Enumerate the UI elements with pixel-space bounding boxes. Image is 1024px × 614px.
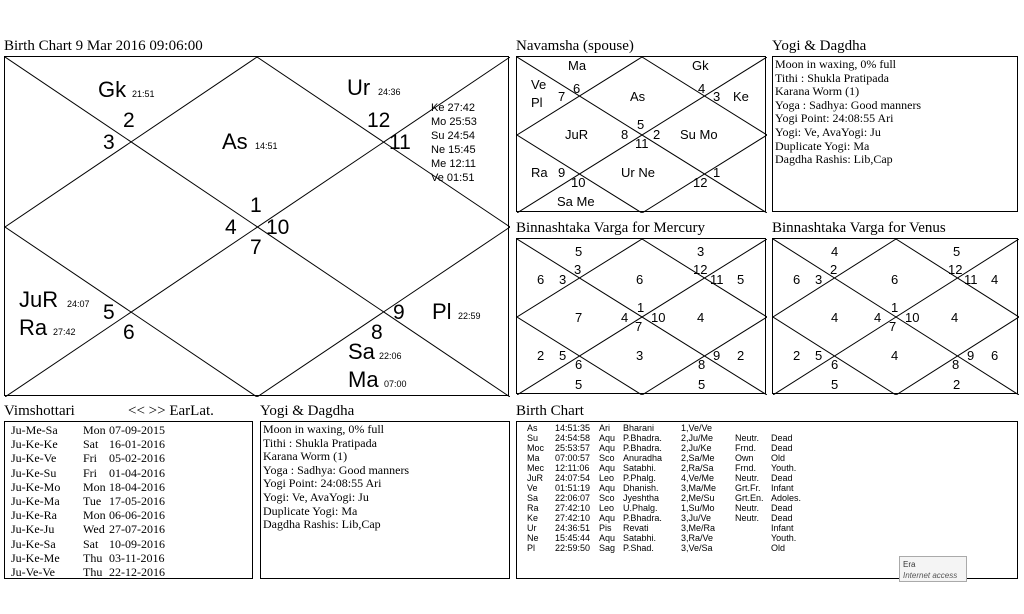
table-cell: Aqu [599, 513, 616, 523]
bin-value: 5 [737, 272, 745, 287]
dasha-day: Thu [83, 565, 103, 580]
table-cell: 14:51:35 [555, 423, 591, 433]
bin-mercury-title: Binnashtaka Varga for Mercury [516, 220, 705, 236]
bin-value: 4 [831, 244, 839, 259]
nav-house: 5 [637, 117, 645, 132]
dasha-date: 10-09-2016 [109, 536, 165, 551]
dasha-date: 06-06-2016 [109, 508, 165, 523]
house-number: 1 [250, 194, 262, 217]
bin-value: 7 [889, 319, 897, 334]
dasha-date: 16-01-2016 [109, 437, 165, 452]
nav-house: 11 [635, 136, 649, 151]
dasha-row[interactable] [11, 522, 252, 536]
yogi-top-panel [772, 56, 1018, 212]
table-cell: Leo [599, 473, 615, 483]
bin-value: 4 [697, 310, 705, 325]
table-row[interactable] [527, 513, 1017, 523]
table-cell: Dead [771, 433, 793, 443]
nav-planet: Ma [568, 58, 587, 73]
table-cell: 07:00:57 [555, 453, 591, 463]
bin-value: 3 [815, 272, 823, 287]
table-cell: Dead [771, 513, 793, 523]
dasha-row[interactable] [11, 494, 252, 508]
yogi-line: Tithi : Shukla Pratipada [263, 435, 377, 450]
bin-value: 4 [951, 310, 959, 325]
table-cell: 24:07:54 [555, 473, 591, 483]
bin-value: 3 [559, 272, 567, 287]
dasha-day: Sat [83, 536, 99, 551]
table-cell: P.Phalg. [623, 473, 656, 483]
table-cell: Leo [599, 503, 615, 513]
dasha-day: Mon [83, 423, 106, 437]
table-cell: Revati [623, 523, 649, 533]
dasha-day: Thu [83, 550, 103, 565]
bin-value: 4 [874, 310, 882, 325]
table-cell: Infant [771, 483, 794, 493]
navamsha-diagram [517, 57, 767, 213]
table-row[interactable] [527, 543, 1017, 553]
bin-value: 12 [693, 262, 708, 277]
dasha-period: Ju-Ke-Sa [11, 536, 56, 551]
bin-value: 11 [964, 272, 978, 287]
yogi-line: Karana Worm (1) [775, 84, 860, 99]
vimshottari-title: Vimshottari [4, 403, 75, 419]
planet-ma: Ma [348, 367, 379, 392]
bin-value: 5 [575, 377, 583, 392]
table-cell: Moc [527, 443, 545, 453]
planet-sa-deg: 22:06 [379, 351, 402, 361]
table-cell [735, 533, 771, 543]
table-cell: Old [771, 453, 786, 463]
bin-value: 6 [991, 348, 999, 363]
nav-planet: Gk [692, 58, 709, 73]
table-cell: 3,Me/Ra [681, 523, 716, 533]
yogi-line: Yogi: Ve, AvaYogi: Ju [775, 124, 881, 139]
bin-value: 4 [621, 310, 629, 325]
bin-value: 4 [991, 272, 999, 287]
bin-venus-diagram [773, 239, 1019, 395]
bin-value: 4 [831, 310, 839, 325]
nav-house: 10 [571, 175, 586, 190]
table-cell: As [527, 423, 538, 433]
table-cell: 1,Ve/Ve [681, 423, 713, 433]
main-birth-chart[interactable] [4, 56, 509, 396]
bin-value: 3 [697, 244, 705, 259]
planet-ra: Ra [19, 315, 48, 340]
bin-venus-title: Binnashtaka Varga for Venus [772, 220, 946, 236]
nav-house: 8 [621, 127, 629, 142]
planet-gk: Gk [98, 77, 127, 102]
table-cell [735, 543, 771, 553]
table-cell: Jyeshtha [623, 493, 660, 503]
planet-as-deg: 14:51 [255, 141, 278, 151]
table-cell: Youth. [771, 533, 797, 543]
table-cell: Sco [599, 453, 615, 463]
dasha-row[interactable] [11, 480, 252, 494]
yogi-line: Tithi : Shukla Pratipada [775, 70, 889, 85]
dasha-day: Wed [83, 522, 105, 537]
table-cell: 3,Ve/Sa [681, 543, 713, 553]
table-row[interactable] [527, 463, 1017, 473]
table-cell: Ra [527, 503, 539, 513]
table-cell [735, 423, 771, 433]
bin-value: 7 [575, 310, 583, 325]
table-cell: Ma [527, 453, 540, 463]
nav-house: 1 [713, 165, 721, 180]
dasha-row[interactable] [11, 537, 252, 551]
table-cell: Satabhi. [623, 463, 657, 473]
table-cell: Dead [771, 443, 793, 453]
bin-value: 11 [710, 272, 724, 287]
tooltip [899, 556, 967, 582]
planet-pl-deg: 22:59 [458, 311, 481, 321]
bin-value: 6 [537, 272, 545, 287]
dasha-day: Tue [83, 494, 102, 509]
table-cell: U.Phalg. [623, 503, 658, 513]
bin-value: 5 [953, 244, 961, 259]
table-cell: JuR [527, 473, 544, 483]
tooltip-line: Internet access [903, 571, 958, 580]
dasha-day: Mon [83, 479, 106, 494]
table-cell: 01:51:19 [555, 483, 591, 493]
house-number: 12 [367, 109, 391, 132]
planet-jur-deg: 24:07 [67, 299, 90, 309]
yogi-line: Yogi Point: 24:08:55 Ari [775, 111, 894, 126]
planet-ur-deg: 24:36 [378, 87, 401, 97]
table-cell [735, 523, 771, 533]
dasha-period: Ju-Me-Sa [11, 423, 58, 437]
house-number: 7 [250, 236, 262, 259]
navamsha-chart[interactable] [516, 56, 766, 212]
table-cell: Anuradha [623, 453, 663, 463]
dasha-period: Ju-Ke-Ra [11, 508, 57, 523]
bin-value: 9 [967, 348, 975, 363]
bin-value: 2 [793, 348, 801, 363]
table-cell: 24:36:51 [555, 523, 591, 533]
dasha-row[interactable] [11, 437, 252, 451]
house-number: 3 [103, 131, 115, 154]
dasha-row[interactable] [11, 423, 252, 437]
table-cell: Neutr. [735, 433, 760, 443]
table-cell: P.Bhadra. [623, 513, 662, 523]
bin-value: 7 [635, 319, 643, 334]
table-cell: Aqu [599, 433, 616, 443]
planet-ur: Ur [347, 75, 371, 100]
bin-value: 6 [891, 272, 899, 287]
nav-house: 2 [653, 127, 661, 142]
vimshottari-list[interactable] [4, 421, 253, 579]
bin-value: 1 [891, 300, 899, 315]
dasha-period: Ju-Ke-Mo [11, 479, 61, 494]
bin-mercury-chart[interactable] [516, 238, 766, 394]
yogi-line: Dagdha Rashis: Lib,Cap [775, 152, 893, 167]
table-row[interactable] [527, 453, 1017, 463]
table-cell: 27:42:10 [555, 503, 591, 513]
nav-planet: JuR [565, 127, 589, 142]
yogi-line: Yoga : Sadhya: Good manners [263, 462, 410, 477]
house-number: 4 [225, 216, 237, 239]
dasha-date: 17-05-2016 [109, 494, 165, 509]
table-cell: P.Bhadra. [623, 443, 662, 453]
yogi-line: Yoga : Sadhya: Good manners [775, 97, 922, 112]
table-cell: 3,Ra/Ve [681, 533, 714, 543]
table-cell [771, 423, 807, 433]
planet-jur: JuR [19, 287, 59, 312]
table-cell: Adoles. [771, 493, 802, 503]
table-row[interactable] [527, 493, 1017, 503]
nav-house: 9 [558, 165, 566, 180]
house11-item: Su 24:54 [431, 130, 476, 142]
table-cell: Grt.Fr. [735, 483, 761, 493]
table-cell: Own [735, 453, 754, 463]
table-row[interactable] [527, 433, 1017, 443]
planet-pl: Pl [432, 299, 452, 324]
table-cell: 2,Ju/Me [681, 433, 714, 443]
dasha-row[interactable] [11, 451, 252, 465]
table-cell: Aqu [599, 463, 616, 473]
table-cell: Pl [527, 543, 536, 553]
dasha-date: 01-04-2016 [109, 465, 165, 480]
table-cell: 15:45:44 [555, 533, 591, 543]
table-cell: Neutr. [735, 513, 760, 523]
nav-planet: Ra [531, 165, 548, 180]
dasha-date: 18-04-2016 [109, 479, 165, 494]
dasha-row[interactable] [11, 565, 252, 579]
bin-value: 5 [698, 377, 706, 392]
table-row[interactable] [527, 533, 1017, 543]
house11-item: Ke 27:42 [431, 102, 476, 114]
dasha-row[interactable] [11, 508, 252, 522]
table-cell: Sco [599, 493, 615, 503]
yogi-line: Karana Worm (1) [263, 449, 348, 464]
dasha-period: Ju-Ke-Ve [11, 451, 57, 466]
table-cell: Pis [599, 523, 612, 533]
table-cell: Ari [599, 423, 610, 433]
nav-house: 12 [693, 175, 708, 190]
table-cell: 22:06:07 [555, 493, 591, 503]
yogi-line: Moon in waxing, 0% full [775, 57, 896, 71]
bin-value: 3 [574, 262, 582, 277]
bin-mercury-diagram [517, 239, 767, 395]
dasha-day: Fri [83, 465, 98, 480]
bin-value: 10 [905, 310, 920, 325]
table-cell: Neutr. [735, 503, 760, 513]
navamsha-title: Navamsha (spouse) [516, 38, 634, 54]
house-number: 6 [123, 321, 135, 344]
bin-value: 5 [815, 348, 823, 363]
table-cell: Ur [527, 523, 537, 533]
table-cell: 2,Me/Su [681, 493, 715, 503]
dasha-period: Ju-Ke-Ke [11, 437, 58, 452]
dasha-date: 27-07-2016 [109, 522, 165, 537]
dasha-date: 22-12-2016 [109, 565, 165, 580]
nav-planet: Ve [531, 77, 547, 92]
table-cell: Ke [527, 513, 539, 523]
table-cell: Aqu [599, 533, 616, 543]
table-cell: 2,Sa/Me [681, 453, 715, 463]
bin-value: 5 [831, 377, 839, 392]
bin-value: 2 [830, 262, 838, 277]
nav-house: 4 [698, 81, 706, 96]
table-cell: P.Shad. [623, 543, 654, 553]
birth-table-title: Birth Chart [516, 403, 584, 419]
dasha-period: Ju-Ke-Ju [11, 522, 55, 537]
bin-value: 6 [831, 357, 839, 372]
nav-planet: Sa Me [557, 194, 595, 209]
dasha-period: Ju-Ke-Ma [11, 494, 60, 509]
table-cell: Dead [771, 503, 793, 513]
house-number: 2 [123, 109, 135, 132]
bin-value: 6 [575, 357, 583, 372]
table-cell: Su [527, 433, 539, 443]
bin-value: 5 [575, 244, 583, 259]
house11-item: Me 12:11 [431, 158, 477, 170]
planet-as: As [222, 129, 248, 154]
table-cell: Ve [527, 483, 538, 493]
table-cell: Satabhi. [623, 533, 657, 543]
nav-planet: Pl [531, 95, 543, 110]
dasha-day: Mon [83, 508, 106, 523]
table-cell: Frnd. [735, 443, 757, 453]
table-cell: Aqu [599, 443, 616, 453]
nav-planet: Ur Ne [621, 165, 655, 180]
table-cell: 3,Ju/Ve [681, 513, 712, 523]
bin-value: 8 [952, 357, 960, 372]
bin-value: 6 [636, 272, 644, 287]
house-number: 8 [371, 321, 383, 344]
table-cell: Mec [527, 463, 545, 473]
house11-item: Ne 15:45 [431, 144, 476, 156]
table-cell: 22:59:50 [555, 543, 591, 553]
table-cell: Dead [771, 473, 793, 483]
house-number: 11 [389, 131, 411, 154]
bin-value: 1 [637, 300, 645, 315]
planet-sa: Sa [348, 339, 375, 364]
yogi-bottom-panel [260, 421, 510, 579]
bin-value: 5 [559, 348, 567, 363]
yogi-top-title: Yogi & Dagdha [772, 38, 867, 54]
main-chart-diagram [5, 57, 510, 397]
planet-gk-deg: 21:51 [132, 89, 155, 99]
bin-value: 8 [698, 357, 706, 372]
bin-value: 10 [651, 310, 666, 325]
dasha-date: 05-02-2016 [109, 451, 165, 466]
table-cell: 2,Ju/Ke [681, 443, 712, 453]
table-cell: Bharani [623, 423, 655, 433]
nav-planet: Ke [733, 89, 749, 104]
table-cell: Dhanish. [623, 483, 659, 493]
planet-ra-deg: 27:42 [53, 327, 76, 337]
dasha-day: Fri [83, 451, 98, 466]
table-row[interactable] [527, 423, 1017, 433]
bin-value: 2 [537, 348, 545, 363]
table-cell: Frnd. [735, 463, 757, 473]
bin-value: 2 [737, 348, 745, 363]
table-cell: Sag [599, 543, 616, 553]
table-cell: 2,Ra/Sa [681, 463, 714, 473]
dasha-day: Sat [83, 437, 99, 452]
table-row[interactable] [527, 443, 1017, 453]
table-cell: 24:54:58 [555, 433, 591, 443]
house-number: 9 [393, 301, 405, 324]
tooltip-line: Era [903, 560, 916, 569]
table-cell: Infant [771, 523, 794, 533]
nav-planet: Su Mo [680, 127, 718, 142]
table-row[interactable] [527, 503, 1017, 513]
bin-value: 2 [953, 377, 961, 392]
nav-house: 6 [573, 81, 581, 96]
bin-value: 6 [793, 272, 801, 287]
yogi-line: Moon in waxing, 0% full [263, 422, 384, 436]
table-cell: 27:42:10 [555, 513, 591, 523]
dasha-period: Ju-Ke-Me [11, 550, 60, 565]
table-cell: 4,Ve/Me [681, 473, 715, 483]
table-cell: 25:53:57 [555, 443, 591, 453]
dasha-period: Ju-Ke-Su [11, 465, 57, 480]
table-cell: Aqu [599, 483, 616, 493]
yogi-line: Yogi Point: 24:08:55 Ari [263, 476, 382, 491]
table-cell: P.Bhadra. [623, 433, 662, 443]
dasha-row[interactable] [11, 466, 252, 480]
yogi-line: Duplicate Yogi: Ma [263, 503, 358, 518]
vimshottari-nav[interactable]: << >> EarLat. [128, 403, 214, 419]
main-chart-title: Birth Chart 9 Mar 2016 09:06:00 [4, 38, 203, 54]
dasha-row[interactable] [11, 551, 252, 565]
yogi-line: Yogi: Ve, AvaYogi: Ju [263, 489, 369, 504]
table-cell: Neutr. [735, 473, 760, 483]
planet-ma-deg: 07:00 [384, 379, 407, 389]
table-row[interactable] [527, 473, 1017, 483]
house-number: 5 [103, 301, 115, 324]
bin-value: 3 [636, 348, 644, 363]
table-cell: Youth. [771, 463, 797, 473]
nav-house: 3 [713, 89, 721, 104]
table-row[interactable] [527, 483, 1017, 493]
table-cell: Old [771, 543, 786, 553]
table-cell: Sa [527, 493, 539, 503]
table-cell: Ne [527, 533, 539, 543]
house11-item: Mo 25:53 [431, 116, 477, 128]
table-cell: 1,Su/Mo [681, 503, 715, 513]
dasha-date: 07-09-2015 [109, 423, 165, 437]
bin-value: 12 [948, 262, 963, 277]
bin-venus-chart[interactable] [772, 238, 1018, 394]
yogi-bottom-title: Yogi & Dagdha [260, 403, 355, 419]
table-cell: Grt.En. [735, 493, 764, 503]
nav-planet: As [630, 89, 646, 104]
house-number: 10 [266, 216, 290, 239]
nav-house: 7 [558, 89, 566, 104]
table-row[interactable] [527, 523, 1017, 533]
dasha-date: 03-11-2016 [109, 550, 165, 565]
table-cell: 3,Ma/Me [681, 483, 717, 493]
dasha-period: Ju-Ve-Ve [11, 565, 55, 580]
house11-item: Ve 01:51 [431, 172, 475, 184]
yogi-line: Dagdha Rashis: Lib,Cap [263, 517, 381, 532]
yogi-line: Duplicate Yogi: Ma [775, 138, 870, 153]
bin-value: 4 [891, 348, 899, 363]
bin-value: 9 [713, 348, 721, 363]
table-cell: 12:11:06 [555, 463, 590, 473]
